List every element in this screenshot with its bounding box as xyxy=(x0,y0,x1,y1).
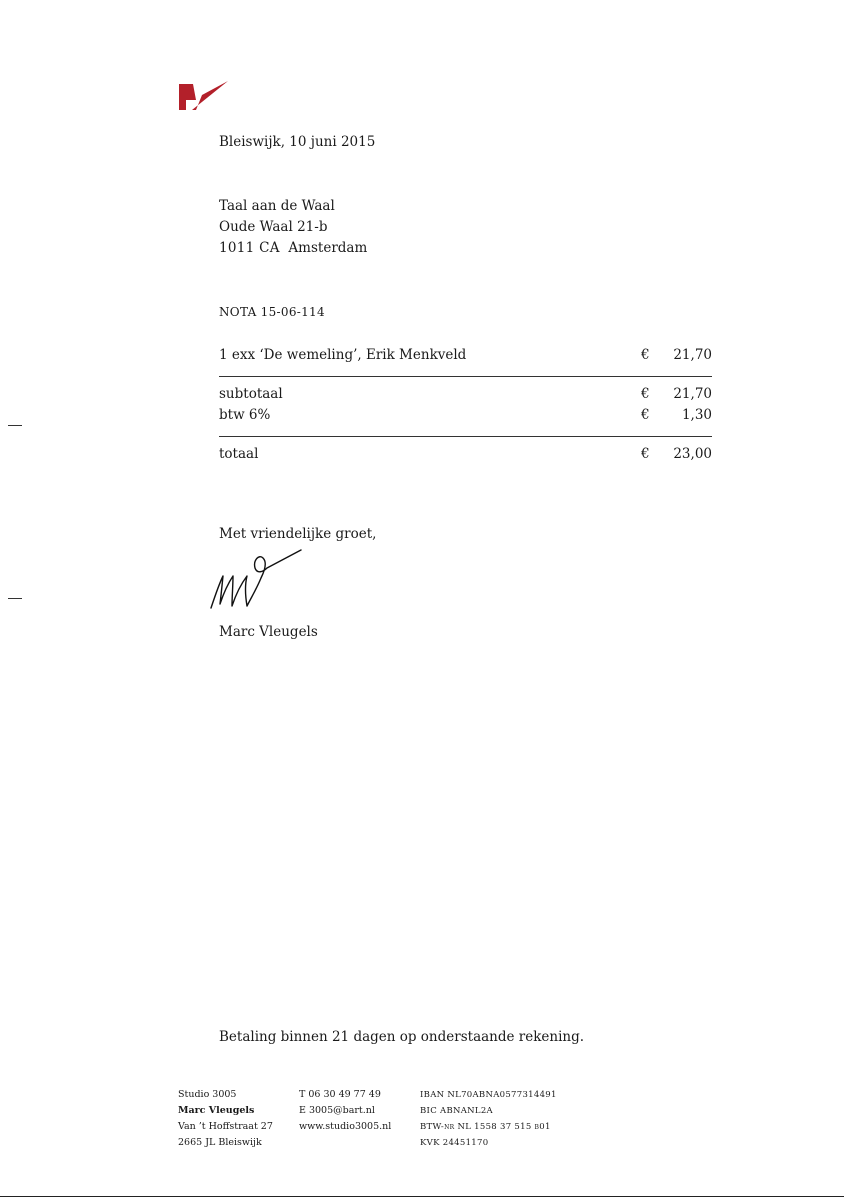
totals-divider xyxy=(219,436,712,437)
item-amount: 21,70 xyxy=(673,347,712,363)
total-currency: € xyxy=(641,446,650,462)
signer-name: Marc Vleugels xyxy=(219,624,318,640)
subtotal-label: subtotaal xyxy=(219,386,283,402)
recipient-address xyxy=(219,196,367,259)
items-divider xyxy=(219,376,712,377)
recipient-name: Taal aan de Waal xyxy=(219,198,335,214)
total-amount: 23,00 xyxy=(673,446,712,462)
footer-kvk: KVK 24451170 xyxy=(420,1138,489,1148)
footer-vat-number: BTW-nr NL 1558 37 515 b01 xyxy=(420,1122,551,1132)
footer-contact xyxy=(299,1087,391,1135)
fold-mark-bottom xyxy=(8,598,22,599)
recipient-city: Amsterdam xyxy=(288,240,368,256)
logo-left-shape xyxy=(179,84,196,110)
logo-right-shape xyxy=(192,81,228,110)
closing-greeting: Met vriendelijke groet, xyxy=(219,526,377,542)
footer-iban: IBAN NL70ABNA0577314491 xyxy=(420,1090,557,1100)
vat-label: btw 6% xyxy=(219,407,271,423)
studio-logo-icon xyxy=(178,80,230,112)
vat-currency: € xyxy=(641,407,650,423)
footer-studio-address xyxy=(178,1087,273,1151)
total-label: totaal xyxy=(219,446,259,462)
recipient-city-line xyxy=(219,238,367,259)
total-row xyxy=(219,444,712,465)
footer-email: E 3005@bart.nl xyxy=(299,1105,375,1116)
subtotal-amount: 21,70 xyxy=(673,386,712,402)
footer-phone: T 06 30 49 77 49 xyxy=(299,1089,381,1100)
footer-street: Van ’t Hoffstraat 27 xyxy=(178,1121,273,1132)
subtotal-currency: € xyxy=(641,386,650,402)
subtotal-row xyxy=(219,384,712,405)
invoice-number: NOTA 15-06-114 xyxy=(219,305,325,319)
payment-note: Betaling binnen 21 dagen op onderstaande rekening. xyxy=(219,1029,585,1045)
handwritten-signature xyxy=(205,548,305,612)
item-currency: € xyxy=(641,347,650,363)
footer-website: www.studio3005.nl xyxy=(299,1121,392,1132)
item-description: 1 exx ‘De wemeling’, Erik Menkveld xyxy=(219,347,467,363)
vat-row xyxy=(219,405,712,426)
footer-postcode-city: 2665 JL Bleiswijk xyxy=(178,1137,262,1148)
footer-studio-name: Studio 3005 xyxy=(178,1089,237,1100)
footer-bic: BIC ABNANL2A xyxy=(420,1106,493,1116)
fold-mark-top xyxy=(8,425,22,426)
recipient-postcode: 1011 CA xyxy=(219,240,280,256)
footer-bank-details xyxy=(420,1087,557,1151)
footer-person-name: Marc Vleugels xyxy=(178,1105,255,1116)
recipient-street: Oude Waal 21-b xyxy=(219,219,328,235)
invoice-line-item xyxy=(219,345,712,366)
vat-amount: 1,30 xyxy=(681,407,712,423)
place-date: Bleiswijk, 10 juni 2015 xyxy=(219,134,376,150)
page-bottom-edge xyxy=(0,1196,844,1197)
